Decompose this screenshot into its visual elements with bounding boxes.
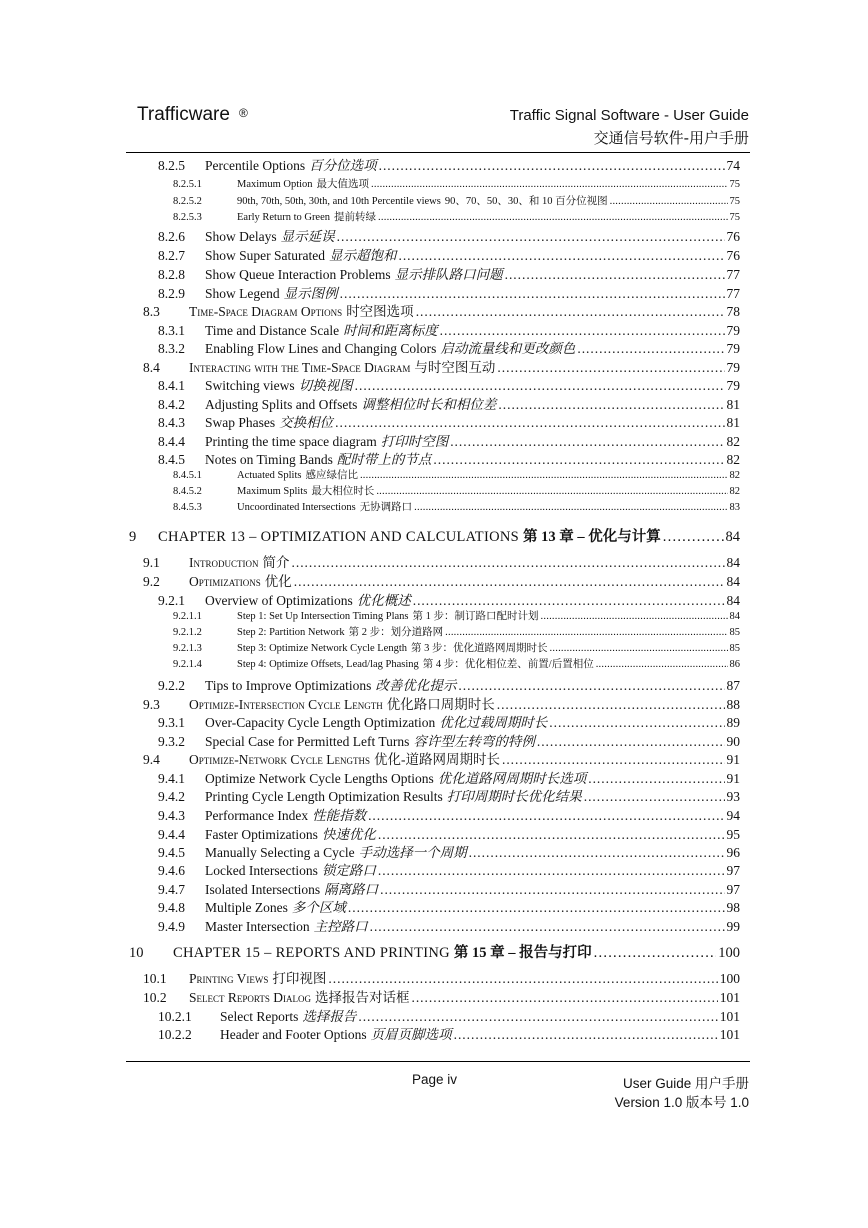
toc-leader-dots — [458, 677, 724, 695]
toc-entry[interactable] — [143, 303, 740, 321]
toc-leader-dots — [596, 658, 728, 672]
toc-entry-number: 8.2.9 — [158, 286, 185, 301]
toc-entry-title: Step 1: Set Up Intersection Timing Plans — [237, 611, 409, 622]
toc-entry-page: 82 — [729, 470, 740, 481]
toc-entry-title-cn: 优化 — [264, 574, 292, 589]
toc-entry-title: Show Legend — [205, 286, 280, 301]
toc-leader-dots — [337, 228, 725, 246]
toc-entry-title-cn: 优化道路网周期时长选项 — [437, 771, 587, 786]
toc-entry-page: 79 — [726, 360, 740, 375]
toc-entry-number: 9.3 — [143, 697, 160, 712]
toc-entry-page: 89 — [726, 715, 740, 730]
toc-entry-number: 9.3.2 — [158, 734, 185, 749]
toc-entry-title: Master Intersection — [205, 919, 310, 934]
toc-entry-number: 9.2.2 — [158, 678, 185, 693]
toc-entry-title-cn: 打印周期时长优化结果 — [446, 789, 582, 804]
toc-leader-dots — [414, 501, 727, 515]
toc-entry-page: 79 — [726, 378, 740, 393]
toc-leader-dots — [358, 1008, 717, 1026]
toc-entry[interactable] — [158, 677, 740, 695]
toc-entry-page: 94 — [726, 808, 740, 823]
toc-entry-title: Step 3: Optimize Network Cycle Length — [237, 643, 408, 654]
toc-entry-title-cn: 启动流量线和更改颜色 — [440, 341, 576, 356]
toc-entry-title: Uncoordinated Intersections — [237, 502, 356, 513]
toc-entry-number: 9.2.1.1 — [173, 611, 202, 622]
toc-entry-title-cn: 优化概述 — [356, 593, 411, 608]
toc-leader-dots — [450, 433, 724, 451]
toc-entry-number: 8.2.5 — [158, 158, 185, 173]
toc-entry[interactable] — [158, 157, 740, 175]
toc-entry-number: 8.2.8 — [158, 267, 185, 282]
toc-entry[interactable] — [158, 414, 740, 432]
toc-entry[interactable] — [158, 881, 740, 899]
toc-entry-title: Printing the time space diagram — [205, 434, 377, 449]
toc-leader-dots — [577, 340, 724, 358]
toc-entry-number: 9 — [129, 529, 137, 545]
toc-entry[interactable] — [158, 918, 740, 936]
toc-entry[interactable] — [158, 862, 740, 880]
toc-entry-page: 74 — [726, 158, 740, 173]
toc-leader-dots — [328, 970, 717, 988]
toc-entry-title-cn: 优化路口周期时长 — [386, 697, 495, 712]
toc-entry-title-cn: 选择报告对话框 — [314, 990, 410, 1005]
toc-leader-dots — [416, 303, 725, 321]
toc-leader-dots — [440, 322, 725, 340]
toc-entry-page: 78 — [726, 304, 740, 319]
toc-entry-title-cn: 优化过载周期时长 — [439, 715, 548, 730]
toc-entry-title-cn: 第 4 步：优化相位差、前置/后置相位 — [422, 659, 594, 670]
toc-entry[interactable] — [143, 696, 740, 714]
toc-entry-title-cn: 多个区域 — [291, 900, 346, 915]
toc-entry-title-cn: 90、70、50、30、和 10 百分位视图 — [444, 196, 608, 207]
toc-entry[interactable] — [158, 1026, 740, 1044]
toc-entry-title: Early Return to Green — [237, 212, 331, 223]
toc-entry-title: CHAPTER 13 – OPTIMIZATION AND CALCULATIONS — [158, 529, 520, 545]
toc-leader-dots — [378, 826, 725, 844]
toc-entry-number: 10.2.1 — [158, 1009, 192, 1024]
toc-entry[interactable] — [129, 527, 740, 547]
toc-leader-dots — [550, 642, 728, 656]
toc-entry-title: Percentile Options — [205, 158, 306, 173]
toc-entry-page: 86 — [729, 659, 740, 670]
toc-entry-number: 8.2.5.3 — [173, 212, 202, 223]
toc-entry-title: Tips to Improve Optimizations — [205, 678, 372, 693]
brand-name: Trafficware — [137, 104, 230, 125]
toc-entry-title: Show Super Saturated — [205, 248, 325, 263]
toc-entry-title: Enabling Flow Lines and Changing Colors — [205, 341, 437, 356]
toc-entry-page: 96 — [726, 845, 740, 860]
toc-entry-number: 8.4.1 — [158, 378, 185, 393]
toc-entry-title-cn: 容许型左转弯的特例 — [413, 734, 535, 749]
toc-entry-title: Special Case for Permitted Left Turns — [205, 734, 410, 749]
toc-entry[interactable] — [173, 211, 740, 225]
toc-entry[interactable] — [158, 377, 740, 395]
toc-entry[interactable] — [158, 451, 740, 469]
toc-entry-title: Select Reports Dialog — [189, 990, 311, 1005]
toc-entry[interactable] — [158, 714, 740, 732]
toc-leader-dots — [411, 989, 717, 1007]
toc-entry-title: Performance Index — [205, 808, 309, 823]
toc-entry-title: Swap Phases — [205, 415, 276, 430]
toc-entry-title: Introduction — [189, 555, 259, 570]
toc-entry-number: 8.2.7 — [158, 248, 185, 263]
toc-entry-title-cn: 第 1 步：制订路口配时计划 — [412, 611, 539, 622]
toc-entry-page: 100 — [719, 971, 740, 986]
toc-entry[interactable] — [143, 751, 740, 769]
toc-entry-title: Printing Views — [189, 971, 269, 986]
toc-entry-number: 8.2.5.1 — [173, 179, 202, 190]
toc-entry-title-cn: 改善优化提示 — [375, 678, 457, 693]
toc-entry-title-cn: 手动选择一个周期 — [358, 845, 467, 860]
toc-entry-number: 8.4.5.3 — [173, 502, 202, 513]
toc-entry-page: 91 — [726, 771, 740, 786]
toc-leader-dots — [368, 807, 724, 825]
toc-entry-number: 8.4.5.2 — [173, 486, 202, 497]
toc-entry-number: 9.4.1 — [158, 771, 185, 786]
toc-entry-number: 9.4.4 — [158, 827, 185, 842]
toc-entry-title: Optimizations — [189, 574, 261, 589]
toc-entry-number: 8.3 — [143, 304, 160, 319]
toc-entry-title-cn: 与时空图互动 — [414, 360, 496, 375]
footer-guide-label: User Guide 用户手册 — [622, 1076, 749, 1091]
toc-entry-page: 82 — [729, 486, 740, 497]
toc-entry-title-cn: 打印视图 — [272, 971, 327, 986]
toc-entry-title: 90th, 70th, 50th, 30th, and 10th Percentile views — [237, 196, 441, 207]
toc-leader-dots — [445, 626, 727, 640]
toc-entry-number: 9.4.2 — [158, 789, 185, 804]
toc-entry-title: Over-Capacity Cycle Length Optimization — [205, 715, 436, 730]
toc-entry-title-cn: 第 15 章 – 报告与打印 — [453, 945, 592, 961]
toc-leader-dots — [537, 733, 725, 751]
toc-entry-page: 88 — [726, 697, 740, 712]
toc-leader-dots — [663, 527, 724, 547]
toc-entry[interactable] — [158, 733, 740, 751]
toc-entry-number: 9.2.1.3 — [173, 643, 202, 654]
toc-entry-number: 10.2 — [143, 990, 167, 1005]
toc-entry[interactable] — [158, 247, 740, 265]
toc-entry-page: 101 — [719, 990, 740, 1005]
toc-entry-title: Optimize-Intersection Cycle Length — [189, 697, 383, 712]
toc-leader-dots — [497, 359, 724, 377]
toc-entry[interactable] — [143, 573, 740, 591]
toc-entry-title: Time-Space Diagram Options — [189, 304, 343, 319]
toc-entry-title: Locked Intersections — [205, 863, 318, 878]
toc-entry[interactable] — [158, 433, 740, 451]
toc-entry-page: 84 — [725, 529, 740, 545]
toc-entry-title-cn: 隔离路口 — [324, 882, 379, 897]
toc-entry-title: Step 4: Optimize Offsets, Lead/lag Phasing — [237, 659, 419, 670]
toc-entry-number: 10.1 — [143, 971, 167, 986]
toc-leader-dots — [376, 485, 727, 499]
toc-entry-page: 85 — [729, 627, 740, 638]
toc-leader-dots — [360, 469, 728, 483]
toc-entry-title: Optimize Network Cycle Lengths Options — [205, 771, 434, 786]
toc-entry-page: 97 — [726, 863, 740, 878]
toc-entry[interactable] — [173, 195, 740, 209]
toc-entry-page: 100 — [718, 945, 740, 961]
toc-entry[interactable] — [158, 340, 740, 358]
toc-entry[interactable] — [158, 788, 740, 806]
toc-entry-number: 9.2.1 — [158, 593, 185, 608]
toc-entry-title-cn: 配时带上的节点 — [336, 452, 432, 467]
toc-entry-title: Select Reports — [220, 1009, 299, 1024]
toc-entry-number: 8.4.5.1 — [173, 470, 202, 481]
toc-entry[interactable] — [158, 826, 740, 844]
toc-entry-title-cn: 显示超饱和 — [328, 248, 397, 263]
toc-entry-title: Header and Footer Options — [220, 1027, 367, 1042]
toc-entry[interactable] — [158, 770, 740, 788]
toc-entry-number: 9.2 — [143, 574, 160, 589]
toc-entry-number: 8.2.5.2 — [173, 196, 202, 207]
page-number: Page iv — [412, 1072, 458, 1087]
toc-leader-dots — [340, 285, 725, 303]
toc-entry[interactable] — [173, 501, 740, 515]
toc-entry-page: 81 — [726, 415, 740, 430]
toc-leader-dots — [505, 266, 725, 284]
toc-entry[interactable] — [158, 807, 740, 825]
toc-entry[interactable] — [158, 396, 740, 414]
toc-entry-page: 75 — [729, 212, 740, 223]
toc-entry-page: 87 — [726, 678, 740, 693]
toc-entry-title-cn: 锁定路口 — [321, 863, 376, 878]
toc-entry-title: Printing Cycle Length Optimization Results — [205, 789, 443, 804]
toc-entry-title-cn: 第 3 步：优化道路网周期时长 — [411, 643, 548, 654]
toc-entry-title-cn: 最大值选项 — [316, 179, 370, 190]
toc-entry-title-cn: 第 13 章 – 优化与计算 — [523, 529, 661, 545]
toc-entry-number: 9.4 — [143, 752, 160, 767]
toc-entry-page: 84 — [726, 574, 740, 589]
toc-entry-title: Show Delays — [205, 229, 277, 244]
toc-entry[interactable] — [173, 626, 740, 640]
toc-entry-title-cn: 选择报告 — [302, 1009, 357, 1024]
toc-leader-dots — [370, 918, 725, 936]
toc-entry-number: 9.4.8 — [158, 900, 185, 915]
toc-leader-dots — [502, 751, 725, 769]
toc-leader-dots — [498, 396, 724, 414]
toc-entry-title-cn: 显示排队路口问题 — [394, 267, 503, 282]
toc-entry-number: 9.4.7 — [158, 882, 185, 897]
toc-entry-title: Maximum Splits — [237, 486, 308, 497]
toc-leader-dots — [294, 573, 725, 591]
toc-entry-title-cn: 显示图例 — [283, 286, 338, 301]
toc-entry-page: 84 — [729, 611, 740, 622]
toc-leader-dots — [584, 788, 725, 806]
toc-entry-page: 91 — [726, 752, 740, 767]
footer-rule — [126, 1061, 750, 1062]
toc-entry-number: 10.2.2 — [158, 1027, 192, 1042]
toc-entry-title-cn: 优化-道路网周期时长 — [373, 752, 500, 767]
toc-entry-page: 93 — [726, 789, 740, 804]
toc-leader-dots — [497, 696, 725, 714]
toc-entry-title-cn: 提前转绿 — [334, 212, 377, 223]
toc-entry[interactable] — [173, 178, 740, 192]
toc-entry[interactable] — [143, 989, 740, 1007]
toc-entry-page: 85 — [729, 643, 740, 654]
toc-entry-title: Switching views — [205, 378, 295, 393]
toc-entry-title-cn: 页眉页脚选项 — [370, 1027, 452, 1042]
toc-entry-page: 98 — [726, 900, 740, 915]
toc-entry[interactable] — [158, 322, 740, 340]
guide-title-cn: 交通信号软件-用户手册 — [593, 129, 749, 147]
toc-entry-title-cn: 性能指数 — [312, 808, 367, 823]
toc-entry-title-cn: 简介 — [262, 555, 290, 570]
toc-leader-dots — [588, 770, 724, 788]
toc-entry-title-cn: 时空图选项 — [346, 304, 414, 319]
toc-entry-page: 77 — [726, 267, 740, 282]
toc-entry[interactable] — [158, 228, 740, 246]
toc-entry-title-cn: 时间和距离标度 — [343, 323, 438, 338]
toc-entry-page: 84 — [726, 593, 740, 608]
toc-entry-title: Notes on Timing Bands — [205, 452, 333, 467]
toc-entry-title: Actuated Splits — [237, 470, 302, 481]
toc-entry-page: 76 — [726, 229, 740, 244]
toc-entry-title-cn: 第 2 步：划分道路网 — [348, 627, 444, 638]
toc-entry-title: Multiple Zones — [205, 900, 288, 915]
toc-entry-title-cn: 无协调路口 — [359, 502, 413, 513]
toc-leader-dots — [594, 943, 717, 963]
toc-entry[interactable] — [143, 359, 740, 377]
toc-entry-number: 9.4.9 — [158, 919, 185, 934]
guide-title: Traffic Signal Software - User Guide — [509, 107, 749, 124]
toc-leader-dots — [335, 414, 724, 432]
toc-entry-title: Step 2: Partition Network — [237, 627, 345, 638]
toc-leader-dots — [378, 862, 725, 880]
toc-entry-title-cn: 主控路口 — [313, 919, 368, 934]
toc-entry-page: 95 — [726, 827, 740, 842]
toc-entry-title-cn: 显示延误 — [280, 229, 335, 244]
toc-entry-number: 8.3.1 — [158, 323, 185, 338]
toc-entry-number: 8.4 — [143, 360, 160, 375]
toc-entry-title: Adjusting Splits and Offsets — [205, 397, 358, 412]
toc-entry-page: 90 — [726, 734, 740, 749]
toc-entry-page: 79 — [726, 341, 740, 356]
toc-entry-title: CHAPTER 15 – REPORTS AND PRINTING — [173, 945, 450, 961]
toc-entry-title-cn: 调整相位时长和相位差 — [361, 397, 497, 412]
toc-entry-number: 9.1 — [143, 555, 160, 570]
toc-entry-number: 9.2.1.2 — [173, 627, 202, 638]
toc-leader-dots — [378, 211, 727, 225]
toc-entry-title: Manually Selecting a Cycle — [205, 845, 355, 860]
registered-mark: ® — [239, 106, 248, 120]
toc-entry-page: 82 — [726, 452, 740, 467]
toc-entry-title-cn: 切换视图 — [298, 378, 353, 393]
footer-version-label: Version 1.0 版本号 1.0 — [614, 1095, 749, 1110]
toc-leader-dots — [413, 592, 725, 610]
toc-entry-page: 77 — [726, 286, 740, 301]
toc-entry-page: 101 — [719, 1027, 740, 1042]
toc-leader-dots — [549, 714, 724, 732]
toc-entry-title-cn: 交换相位 — [279, 415, 334, 430]
toc-leader-dots — [348, 899, 725, 917]
toc-entry-page: 83 — [729, 502, 740, 513]
toc-leader-dots — [371, 178, 727, 192]
toc-entry-title: Maximum Option — [237, 179, 313, 190]
toc-leader-dots — [292, 554, 725, 572]
toc-leader-dots — [610, 195, 728, 209]
toc-entry[interactable] — [158, 899, 740, 917]
toc-entry-title: Optimize-Network Cycle Lengths — [189, 752, 370, 767]
toc-entry[interactable] — [129, 943, 740, 963]
toc-entry-page: 82 — [726, 434, 740, 449]
toc-entry-number: 9.4.5 — [158, 845, 185, 860]
toc-entry-number: 8.4.3 — [158, 415, 185, 430]
toc-leader-dots — [379, 157, 725, 175]
toc-entry-title: Faster Optimizations — [205, 827, 318, 842]
toc-leader-dots — [454, 1026, 718, 1044]
toc-entry-number: 8.4.5 — [158, 452, 185, 467]
toc-entry[interactable] — [173, 610, 740, 624]
toc-entry-title-cn: 百分位选项 — [309, 158, 377, 173]
toc-entry-title: Overview of Optimizations — [205, 593, 353, 608]
toc-entry[interactable] — [173, 469, 740, 483]
toc-entry[interactable] — [143, 970, 740, 988]
toc-entry-number: 8.4.2 — [158, 397, 185, 412]
toc-entry[interactable] — [158, 285, 740, 303]
toc-leader-dots — [398, 247, 724, 265]
toc-entry-title: Isolated Intersections — [205, 882, 321, 897]
toc-entry-number: 9.2.1.4 — [173, 659, 202, 670]
toc-entry-number: 9.4.3 — [158, 808, 185, 823]
toc-entry-title-cn: 快速优化 — [321, 827, 376, 842]
toc-entry-title-cn: 感应绿信比 — [305, 470, 358, 481]
toc-entry-title-cn: 最大相位时长 — [311, 486, 375, 497]
toc-entry-number: 9.4.6 — [158, 863, 185, 878]
toc-entry-page: 97 — [726, 882, 740, 897]
toc-leader-dots — [433, 451, 724, 469]
toc-leader-dots — [380, 881, 724, 899]
toc-leader-dots — [541, 610, 728, 624]
toc-entry[interactable] — [158, 592, 740, 610]
toc-entry-number: 10 — [129, 945, 144, 961]
toc-entry[interactable] — [173, 658, 740, 672]
toc-entry-page: 101 — [719, 1009, 740, 1024]
toc-entry-number: 8.2.6 — [158, 229, 185, 244]
toc-entry-number: 9.3.1 — [158, 715, 185, 730]
toc-entry[interactable] — [143, 554, 740, 572]
toc-entry-page: 75 — [729, 196, 740, 207]
toc-leader-dots — [469, 844, 725, 862]
toc-entry-number: 8.3.2 — [158, 341, 185, 356]
toc-entry-title: Time and Distance Scale — [205, 323, 340, 338]
toc-entry-title: Interacting with the Time-Space Diagram — [189, 360, 411, 375]
toc-entry[interactable] — [173, 642, 740, 656]
toc-entry-title: Show Queue Interaction Problems — [205, 267, 391, 282]
toc-entry-page: 81 — [726, 397, 740, 412]
toc-entry[interactable] — [158, 1008, 740, 1026]
toc-entry-page: 79 — [726, 323, 740, 338]
toc-entry-page: 75 — [729, 179, 740, 190]
toc-leader-dots — [355, 377, 725, 395]
toc-entry-page: 84 — [726, 555, 740, 570]
toc-entry-number: 8.4.4 — [158, 434, 185, 449]
toc-entry[interactable] — [158, 266, 740, 284]
toc-entry[interactable] — [173, 485, 740, 499]
toc-entry-page: 76 — [726, 248, 740, 263]
toc-entry-title-cn: 打印时空图 — [380, 434, 449, 449]
toc-entry[interactable] — [158, 844, 740, 862]
toc-entry-page: 99 — [726, 919, 740, 934]
